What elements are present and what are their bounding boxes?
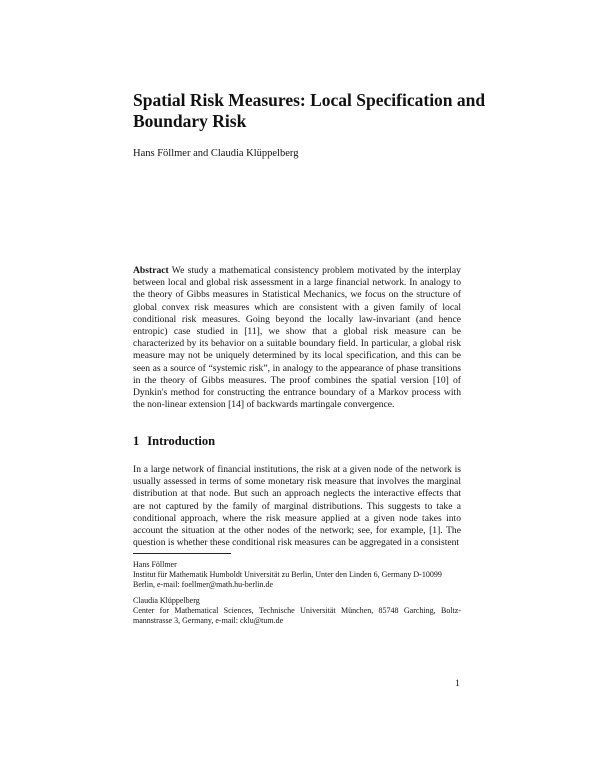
- abstract: [133, 265, 461, 411]
- paper-title: Spatial Risk Measures: Local Specification and Boundary Risk: [133, 90, 486, 131]
- footnote-affiliation: Institut für Mathematik Humboldt Universität zu Berlin, Unter den Linden 6, Germany D-10099: [133, 570, 442, 579]
- page-number: 1: [455, 679, 460, 689]
- footnote-contact: Berlin, e-mail: foellmer@math.hu-berlin.de: [133, 580, 273, 589]
- footnote-author-2: [133, 596, 461, 626]
- section-title: Introduction: [147, 434, 216, 448]
- author-line: Hans Föllmer and Claudia Klüppelberg: [133, 148, 299, 159]
- footnote-name: Hans Föllmer: [133, 560, 177, 569]
- abstract-text: We study a mathematical consistency problem motivated by the interplay between local and global risk assessment in a large financial network. In analogy to the theory of Gibbs measures in Statistical Mechanics, we focus on the structure of global convex risk measures which are consistent with a given family of local conditional risk measures. Going beyond the locally law-invariant (and hence entropic) case studied in [11], we show that a global risk measure can be characterized by its behavior on a suitable boundary field. In particular, a global risk measure may not be uniquely determined by its local specification, and this can be seen as a source of “systemic risk”, in analogy to the appearance of phase transitions in the theory of Gibbs measures. The proof combines the spatial version [10] of Dynkin's method for constructing the entrance boundary of a Markov process with the non-linear extension [14] of backwards martingale convergence.: [133, 265, 461, 411]
- footnote-contact: mannstrasse 3, Germany, e-mail: cklu@tum.de: [133, 616, 284, 625]
- footnote-rule: [133, 553, 231, 554]
- section-heading: [133, 434, 215, 449]
- section-number: 1: [133, 434, 140, 448]
- introduction-paragraph: In a large network of financial institutions, the risk at a given node of the network is usually assessed in terms of some monetary risk measure that involves the marginal distribution at that node. But such an approach neglects the interactive effects that are not captured by the family of marginal distributions. This suggests to take a conditional approach, where the risk measure applied at a given node takes into account the situation at the other nodes of the network; see, for example, [1]. The question is whether these conditional risk measures can be aggregated in a consistent: [133, 464, 461, 549]
- footnote-author-1: [133, 560, 461, 590]
- footnote-affiliation: Center for Mathematical Sciences, Technische Universität München, 85748 Garching, Boltz-: [133, 606, 461, 615]
- footnote-name: Claudia Klüppelberg: [133, 596, 200, 605]
- abstract-label: Abstract: [133, 265, 169, 276]
